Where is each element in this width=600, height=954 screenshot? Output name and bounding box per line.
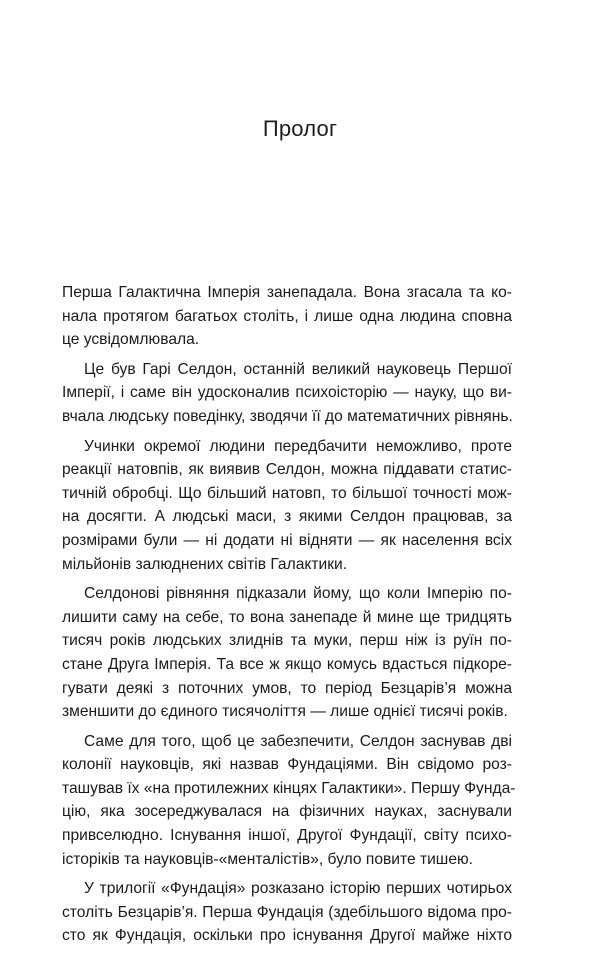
line: зменшити до єдиного тисячоліття — лише однієї тисячі років. — [62, 703, 508, 721]
chapter-title: Пролог — [262, 116, 338, 141]
line: історіків та науковців-«менталістів», було повите тишею. — [62, 850, 474, 868]
line: Імперії, і саме він удосконалив психоісторію — науку, що ви- — [62, 384, 512, 402]
paragraph-3 — [62, 435, 512, 577]
line: на досягти. А людські маси, з якими Селдон працював, за — [62, 508, 512, 526]
line: століть Безцарів’я. Перша Фундація (здебільшого відома про- — [62, 903, 512, 921]
line: гувати деякі з поточних умов, то період Безцарів’я можна — [62, 679, 512, 697]
line: цію, яка зосереджувалася на фізичних науках, заснували — [62, 803, 512, 821]
line: Учинки окремої людини передбачити неможливо, проте — [84, 437, 512, 455]
line: У трилогії «Фундація» розказано історію перших чотирьох — [84, 880, 512, 898]
line: розмірами були — ні додати ні відняти — як населення всіх — [62, 531, 512, 549]
paragraph-4 — [62, 582, 512, 724]
line: лишити саму на себе, то вона занепаде й мине ще тридцять — [62, 608, 512, 626]
paragraph-2 — [62, 358, 512, 429]
paragraph-5 — [62, 730, 516, 872]
line: ташував їх «на протилежних кінцях Галактики». Першу Фунда- — [62, 779, 516, 797]
line: це усвідомлювала. — [62, 331, 200, 349]
line: нала протягом багатьох століть, і лише одна людина сповна — [62, 307, 512, 325]
line: тисяч років людських злиднів та муки, перш ніж із руїн по- — [62, 632, 512, 650]
body-text — [62, 281, 516, 954]
line: вчала людську поведінку, зводячи її до математичних рівнянь. — [62, 407, 513, 425]
line: мільйонів залюднених світів Галактики. — [62, 555, 348, 573]
line: стане Друга Імперія. Та все ж якщо комусь вдасться підкоре- — [62, 655, 512, 673]
paragraph-6 — [62, 877, 512, 948]
line: Саме для того, щоб це забезпечити, Селдон заснував дві — [84, 732, 512, 750]
line: Перша Галактична Імперія занепадала. Вона згасала та ко- — [62, 284, 512, 301]
line: тичній обробці. Що більший натовп, то більшої точності мож- — [62, 484, 512, 502]
line: Селдонові рівняння підказали йому, що коли Імперію по- — [84, 585, 512, 603]
line: Це був Гарі Селдон, останній великий науковець Першої — [84, 360, 512, 378]
line: колонії науковців, які назвав Фундаціями. Він свідомо роз- — [62, 756, 512, 774]
line: привселюдно. Існування іншої, Другої Фундації, світу психо- — [62, 827, 512, 845]
paragraph-1 — [62, 281, 512, 352]
line: сто як Фундація, оскільки про існування Другої майже ніхто — [62, 927, 512, 945]
line: реакції натовпів, як виявив Селдон, можна піддавати статис- — [62, 461, 512, 479]
